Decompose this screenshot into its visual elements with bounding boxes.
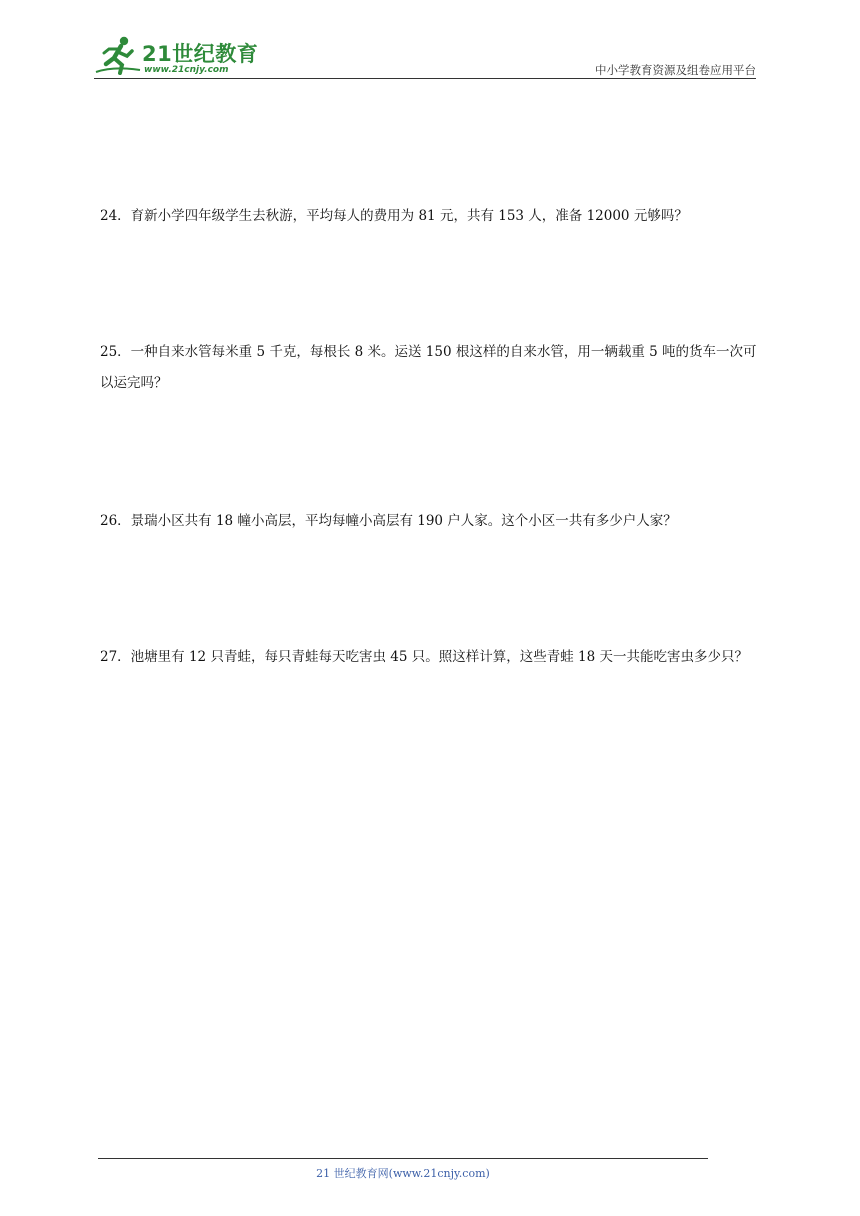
- question-24: 24．育新小学四年级学生去秋游，平均每人的费用为 81 元，共有 153 人，准备 12000 元够吗？: [100, 208, 688, 224]
- footer-text[interactable]: 21 世纪教育网(www.21cnjy.com): [316, 1167, 490, 1180]
- site-logo[interactable]: [94, 34, 264, 76]
- question-25: 25．一种自来水管每米重 5 千克，每根长 8 米。运送 150 根这样的自来水管，用一辆载重 5 吨的货车一次可以运完吗？: [100, 344, 757, 391]
- header-divider: [94, 78, 756, 79]
- running-figure-icon: [94, 34, 142, 76]
- logo-url: www.21cnjy.com: [144, 65, 229, 75]
- footer-divider: [98, 1158, 708, 1159]
- page-header: [94, 30, 756, 78]
- logo-name: 21世纪教育: [142, 42, 259, 66]
- header-tagline: 中小学教育资源及组卷应用平台: [595, 63, 756, 77]
- question-27: 27．池塘里有 12 只青蛙，每只青蛙每天吃害虫 45 只。照这样计算，这些青蛙 18 天一共能吃害虫多少只？: [100, 649, 748, 665]
- question-26: 26．景瑞小区共有 18 幢小高层，平均每幢小高层有 190 户人家。这个小区一共有多少户人家？: [100, 513, 677, 529]
